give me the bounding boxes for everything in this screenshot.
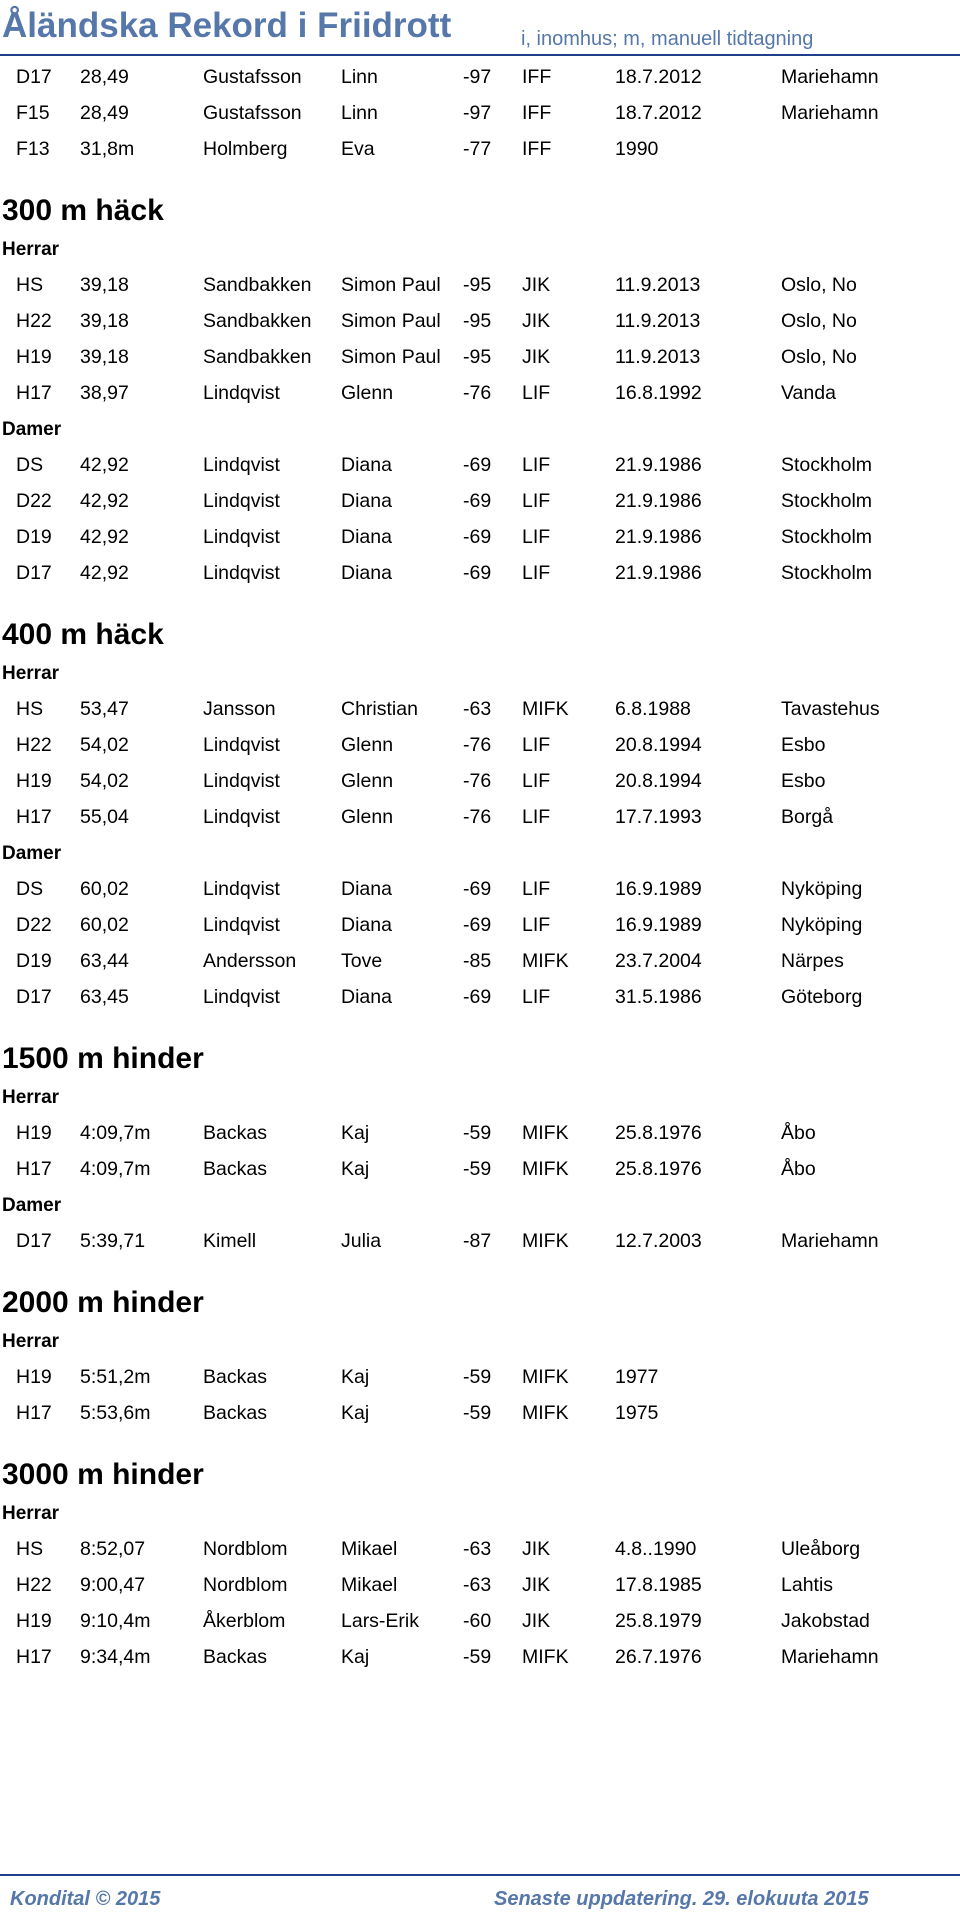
- event-section: [0, 1014, 960, 1078]
- birthyear-cell: -85: [463, 950, 492, 972]
- event-title: 2000 m hinder: [2, 1286, 204, 1319]
- surname-cell: Sandbakken: [203, 274, 312, 296]
- surname-cell: Nordblom: [203, 1574, 288, 1596]
- record-row: [0, 870, 960, 906]
- gender-group: [0, 1186, 960, 1222]
- surname-cell: Lindqvist: [203, 986, 280, 1008]
- firstname-cell: Eva: [341, 138, 375, 160]
- firstname-cell: Christian: [341, 698, 418, 720]
- page-header: [0, 0, 960, 56]
- venue-cell: Åbo: [781, 1158, 816, 1180]
- surname-cell: Backas: [203, 1158, 267, 1180]
- date-cell: 31.5.1986: [615, 986, 702, 1008]
- event-section: [0, 590, 960, 654]
- class-cell: D17: [16, 1230, 52, 1252]
- birthyear-cell: -69: [463, 526, 492, 548]
- class-cell: D19: [16, 526, 52, 548]
- record-row: [0, 338, 960, 374]
- firstname-cell: Diana: [341, 986, 392, 1008]
- venue-cell: Esbo: [781, 770, 826, 792]
- page-subtitle: i, inomhus; m, manuell tidtagning: [521, 28, 814, 50]
- birthyear-cell: -69: [463, 454, 492, 476]
- birthyear-cell: -59: [463, 1366, 492, 1388]
- firstname-cell: Linn: [341, 102, 378, 124]
- class-cell: HS: [16, 698, 44, 720]
- result-cell: 53,47: [80, 698, 129, 720]
- birthyear-cell: -63: [463, 1538, 492, 1560]
- club-cell: LIF: [522, 878, 551, 900]
- surname-cell: Backas: [203, 1366, 267, 1388]
- club-cell: LIF: [522, 770, 551, 792]
- venue-cell: Åbo: [781, 1122, 816, 1144]
- record-row: [0, 518, 960, 554]
- surname-cell: Holmberg: [203, 138, 288, 160]
- class-cell: H22: [16, 734, 52, 756]
- result-cell: 42,92: [80, 490, 129, 512]
- event-title: 300 m häck: [2, 194, 164, 227]
- date-cell: 21.9.1986: [615, 490, 702, 512]
- date-cell: 6.8.1988: [615, 698, 691, 720]
- birthyear-cell: -69: [463, 986, 492, 1008]
- gender-group: [0, 1322, 960, 1358]
- event-title: 1500 m hinder: [2, 1042, 204, 1075]
- venue-cell: Mariehamn: [781, 102, 879, 124]
- class-cell: H17: [16, 1402, 52, 1424]
- date-cell: 21.9.1986: [615, 454, 702, 476]
- birthyear-cell: -59: [463, 1646, 492, 1668]
- footer-updated: Senaste uppdatering. 29. elokuuta 2015: [494, 1888, 869, 1910]
- surname-cell: Lindqvist: [203, 490, 280, 512]
- birthyear-cell: -76: [463, 770, 492, 792]
- venue-cell: Jakobstad: [781, 1610, 870, 1632]
- firstname-cell: Glenn: [341, 382, 394, 404]
- club-cell: LIF: [522, 490, 551, 512]
- result-cell: 28,49: [80, 66, 129, 88]
- firstname-cell: Tove: [341, 950, 383, 972]
- club-cell: JIK: [522, 274, 551, 296]
- result-cell: 4:09,7m: [80, 1158, 151, 1180]
- date-cell: 25.8.1979: [615, 1610, 702, 1632]
- record-row: [0, 266, 960, 302]
- class-cell: F15: [16, 102, 50, 124]
- record-row: [0, 94, 960, 130]
- gender-heading: Damer: [2, 843, 62, 864]
- gender-group: [0, 410, 960, 446]
- record-row: [0, 978, 960, 1014]
- class-cell: H17: [16, 806, 52, 828]
- venue-cell: Stockholm: [781, 526, 873, 548]
- firstname-cell: Diana: [341, 490, 392, 512]
- gender-heading: Herrar: [2, 663, 60, 684]
- result-cell: 54,02: [80, 734, 129, 756]
- venue-cell: Esbo: [781, 734, 826, 756]
- result-cell: 9:00,47: [80, 1574, 146, 1596]
- class-cell: DS: [16, 878, 44, 900]
- firstname-cell: Simon Paul: [341, 310, 441, 332]
- result-cell: 54,02: [80, 770, 129, 792]
- result-cell: 39,18: [80, 346, 129, 368]
- surname-cell: Lindqvist: [203, 562, 280, 584]
- class-cell: DS: [16, 454, 44, 476]
- gender-heading: Herrar: [2, 1503, 60, 1524]
- date-cell: 20.8.1994: [615, 770, 702, 792]
- venue-cell: Oslo, No: [781, 346, 857, 368]
- club-cell: JIK: [522, 1574, 551, 1596]
- surname-cell: Gustafsson: [203, 66, 302, 88]
- club-cell: LIF: [522, 986, 551, 1008]
- date-cell: 11.9.2013: [615, 346, 701, 368]
- birthyear-cell: -95: [463, 274, 492, 296]
- record-row: [0, 1358, 960, 1394]
- birthyear-cell: -76: [463, 382, 492, 404]
- result-cell: 55,04: [80, 806, 129, 828]
- club-cell: JIK: [522, 1538, 551, 1560]
- class-cell: H19: [16, 1122, 52, 1144]
- firstname-cell: Simon Paul: [341, 346, 441, 368]
- venue-cell: Nyköping: [781, 878, 863, 900]
- class-cell: H19: [16, 770, 52, 792]
- firstname-cell: Kaj: [341, 1158, 370, 1180]
- birthyear-cell: -60: [463, 1610, 492, 1632]
- firstname-cell: Diana: [341, 454, 392, 476]
- record-row: [0, 1150, 960, 1186]
- date-cell: 17.7.1993: [615, 806, 702, 828]
- birthyear-cell: -69: [463, 914, 492, 936]
- surname-cell: Sandbakken: [203, 346, 312, 368]
- class-cell: D17: [16, 66, 52, 88]
- venue-cell: Uleåborg: [781, 1538, 861, 1560]
- surname-cell: Nordblom: [203, 1538, 288, 1560]
- record-row: [0, 58, 960, 94]
- birthyear-cell: -59: [463, 1158, 492, 1180]
- date-cell: 18.7.2012: [615, 102, 702, 124]
- result-cell: 5:51,2m: [80, 1366, 151, 1388]
- gender-group: [0, 654, 960, 690]
- venue-cell: Vanda: [781, 382, 836, 404]
- gender-group: [0, 230, 960, 266]
- surname-cell: Sandbakken: [203, 310, 312, 332]
- result-cell: 60,02: [80, 914, 129, 936]
- record-row: [0, 726, 960, 762]
- club-cell: JIK: [522, 1610, 551, 1632]
- surname-cell: Åkerblom: [203, 1610, 286, 1632]
- birthyear-cell: -97: [463, 66, 492, 88]
- club-cell: MIFK: [522, 1366, 569, 1388]
- birthyear-cell: -69: [463, 878, 492, 900]
- surname-cell: Backas: [203, 1646, 267, 1668]
- gender-heading: Damer: [2, 419, 62, 440]
- record-row: [0, 942, 960, 978]
- firstname-cell: Diana: [341, 914, 392, 936]
- result-cell: 38,97: [80, 382, 129, 404]
- record-row: [0, 554, 960, 590]
- surname-cell: Lindqvist: [203, 382, 280, 404]
- date-cell: 23.7.2004: [615, 950, 702, 972]
- club-cell: JIK: [522, 310, 551, 332]
- record-row: [0, 1602, 960, 1638]
- firstname-cell: Mikael: [341, 1574, 398, 1596]
- birthyear-cell: -95: [463, 346, 492, 368]
- club-cell: MIFK: [522, 1158, 569, 1180]
- record-row: [0, 1566, 960, 1602]
- club-cell: MIFK: [522, 1402, 569, 1424]
- gender-group: [0, 834, 960, 870]
- result-cell: 28,49: [80, 102, 129, 124]
- club-cell: LIF: [522, 562, 551, 584]
- date-cell: 25.8.1976: [615, 1122, 702, 1144]
- venue-cell: Lahtis: [781, 1574, 834, 1596]
- record-row: [0, 482, 960, 518]
- result-cell: 63,45: [80, 986, 129, 1008]
- firstname-cell: Glenn: [341, 770, 394, 792]
- club-cell: MIFK: [522, 950, 569, 972]
- date-cell: 16.9.1989: [615, 878, 702, 900]
- gender-group: [0, 1078, 960, 1114]
- birthyear-cell: -63: [463, 698, 492, 720]
- record-row: [0, 374, 960, 410]
- surname-cell: Lindqvist: [203, 526, 280, 548]
- firstname-cell: Linn: [341, 66, 378, 88]
- venue-cell: Nyköping: [781, 914, 863, 936]
- result-cell: 5:53,6m: [80, 1402, 151, 1424]
- birthyear-cell: -63: [463, 1574, 492, 1596]
- gender-heading: Herrar: [2, 1331, 60, 1352]
- surname-cell: Lindqvist: [203, 770, 280, 792]
- class-cell: H17: [16, 382, 52, 404]
- surname-cell: Lindqvist: [203, 454, 280, 476]
- firstname-cell: Julia: [341, 1230, 382, 1252]
- record-row: [0, 302, 960, 338]
- club-cell: LIF: [522, 806, 551, 828]
- club-cell: MIFK: [522, 698, 569, 720]
- surname-cell: Backas: [203, 1402, 267, 1424]
- date-cell: 1975: [615, 1402, 659, 1424]
- surname-cell: Lindqvist: [203, 806, 280, 828]
- record-row: [0, 690, 960, 726]
- record-row: [0, 762, 960, 798]
- class-cell: H17: [16, 1646, 52, 1668]
- club-cell: MIFK: [522, 1230, 569, 1252]
- date-cell: 21.9.1986: [615, 526, 702, 548]
- firstname-cell: Kaj: [341, 1646, 370, 1668]
- birthyear-cell: -59: [463, 1122, 492, 1144]
- date-cell: 11.9.2013: [615, 274, 701, 296]
- result-cell: 42,92: [80, 562, 129, 584]
- event-section: [0, 1258, 960, 1322]
- class-cell: F13: [16, 138, 50, 160]
- result-cell: 39,18: [80, 310, 129, 332]
- class-cell: HS: [16, 274, 44, 296]
- date-cell: 11.9.2013: [615, 310, 701, 332]
- date-cell: 20.8.1994: [615, 734, 702, 756]
- surname-cell: Lindqvist: [203, 734, 280, 756]
- date-cell: 17.8.1985: [615, 1574, 702, 1596]
- class-cell: HS: [16, 1538, 44, 1560]
- surname-cell: Lindqvist: [203, 914, 280, 936]
- record-row: [0, 1638, 960, 1674]
- class-cell: H19: [16, 346, 52, 368]
- surname-cell: Kimell: [203, 1230, 257, 1252]
- record-row: [0, 798, 960, 834]
- firstname-cell: Diana: [341, 878, 392, 900]
- surname-cell: Jansson: [203, 698, 276, 720]
- date-cell: 25.8.1976: [615, 1158, 702, 1180]
- event-title: 400 m häck: [2, 618, 164, 651]
- firstname-cell: Lars-Erik: [341, 1610, 420, 1632]
- footer-copyright: Kondital © 2015: [10, 1888, 161, 1910]
- result-cell: 42,92: [80, 526, 129, 548]
- class-cell: H19: [16, 1366, 52, 1388]
- venue-cell: Oslo, No: [781, 274, 857, 296]
- firstname-cell: Kaj: [341, 1122, 370, 1144]
- surname-cell: Andersson: [203, 950, 297, 972]
- result-cell: 4:09,7m: [80, 1122, 151, 1144]
- firstname-cell: Kaj: [341, 1402, 370, 1424]
- firstname-cell: Simon Paul: [341, 274, 441, 296]
- birthyear-cell: -59: [463, 1402, 492, 1424]
- class-cell: H19: [16, 1610, 52, 1632]
- result-cell: 60,02: [80, 878, 129, 900]
- firstname-cell: Kaj: [341, 1366, 370, 1388]
- venue-cell: Oslo, No: [781, 310, 857, 332]
- club-cell: IFF: [522, 102, 552, 124]
- birthyear-cell: -77: [463, 138, 492, 160]
- result-cell: 63,44: [80, 950, 129, 972]
- record-row: [0, 1530, 960, 1566]
- club-cell: LIF: [522, 734, 551, 756]
- record-row: [0, 1394, 960, 1430]
- firstname-cell: Mikael: [341, 1538, 398, 1560]
- page-footer: [0, 1874, 960, 1922]
- result-cell: 9:10,4m: [80, 1610, 151, 1632]
- venue-cell: Stockholm: [781, 454, 873, 476]
- club-cell: LIF: [522, 382, 551, 404]
- class-cell: D17: [16, 562, 52, 584]
- venue-cell: Göteborg: [781, 986, 863, 1008]
- firstname-cell: Diana: [341, 526, 392, 548]
- club-cell: IFF: [522, 66, 552, 88]
- record-row: [0, 906, 960, 942]
- club-cell: LIF: [522, 914, 551, 936]
- club-cell: MIFK: [522, 1646, 569, 1668]
- event-section: [0, 166, 960, 230]
- class-cell: D22: [16, 490, 52, 512]
- result-cell: 39,18: [80, 274, 129, 296]
- venue-cell: Mariehamn: [781, 1230, 879, 1252]
- club-cell: LIF: [522, 526, 551, 548]
- surname-cell: Lindqvist: [203, 878, 280, 900]
- birthyear-cell: -95: [463, 310, 492, 332]
- class-cell: H22: [16, 310, 52, 332]
- record-row: [0, 446, 960, 482]
- date-cell: 26.7.1976: [615, 1646, 702, 1668]
- date-cell: 16.9.1989: [615, 914, 702, 936]
- records-list: [0, 58, 960, 1674]
- birthyear-cell: -76: [463, 806, 492, 828]
- gender-heading: Damer: [2, 1195, 62, 1216]
- surname-cell: Backas: [203, 1122, 267, 1144]
- result-cell: 9:34,4m: [80, 1646, 151, 1668]
- venue-cell: Stockholm: [781, 490, 873, 512]
- club-cell: LIF: [522, 454, 551, 476]
- birthyear-cell: -97: [463, 102, 492, 124]
- birthyear-cell: -87: [463, 1230, 492, 1252]
- date-cell: 1990: [615, 138, 659, 160]
- class-cell: D19: [16, 950, 52, 972]
- date-cell: 12.7.2003: [615, 1230, 702, 1252]
- venue-cell: Tavastehus: [781, 698, 880, 720]
- record-row: [0, 130, 960, 166]
- result-cell: 5:39,71: [80, 1230, 146, 1252]
- birthyear-cell: -69: [463, 490, 492, 512]
- date-cell: 16.8.1992: [615, 382, 702, 404]
- firstname-cell: Glenn: [341, 734, 394, 756]
- date-cell: 18.7.2012: [615, 66, 702, 88]
- date-cell: 1977: [615, 1366, 659, 1388]
- birthyear-cell: -76: [463, 734, 492, 756]
- club-cell: IFF: [522, 138, 552, 160]
- page-title: Åländska Rekord i Friidrott: [2, 6, 452, 45]
- gender-heading: Herrar: [2, 239, 60, 260]
- record-row: [0, 1222, 960, 1258]
- event-title: 3000 m hinder: [2, 1458, 204, 1491]
- club-cell: MIFK: [522, 1122, 569, 1144]
- result-cell: 42,92: [80, 454, 129, 476]
- venue-cell: Mariehamn: [781, 66, 879, 88]
- gender-group: [0, 1494, 960, 1530]
- surname-cell: Gustafsson: [203, 102, 302, 124]
- firstname-cell: Glenn: [341, 806, 394, 828]
- result-cell: 8:52,07: [80, 1538, 146, 1560]
- venue-cell: Närpes: [781, 950, 844, 972]
- class-cell: H17: [16, 1158, 52, 1180]
- class-cell: D22: [16, 914, 52, 936]
- firstname-cell: Diana: [341, 562, 392, 584]
- record-row: [0, 1114, 960, 1150]
- class-cell: D17: [16, 986, 52, 1008]
- class-cell: H22: [16, 1574, 52, 1596]
- event-section: [0, 1430, 960, 1494]
- date-cell: 21.9.1986: [615, 562, 702, 584]
- gender-heading: Herrar: [2, 1087, 60, 1108]
- club-cell: JIK: [522, 346, 551, 368]
- date-cell: 4.8..1990: [615, 1538, 697, 1560]
- venue-cell: Mariehamn: [781, 1646, 879, 1668]
- venue-cell: Borgå: [781, 806, 834, 828]
- venue-cell: Stockholm: [781, 562, 873, 584]
- result-cell: 31,8m: [80, 138, 135, 160]
- birthyear-cell: -69: [463, 562, 492, 584]
